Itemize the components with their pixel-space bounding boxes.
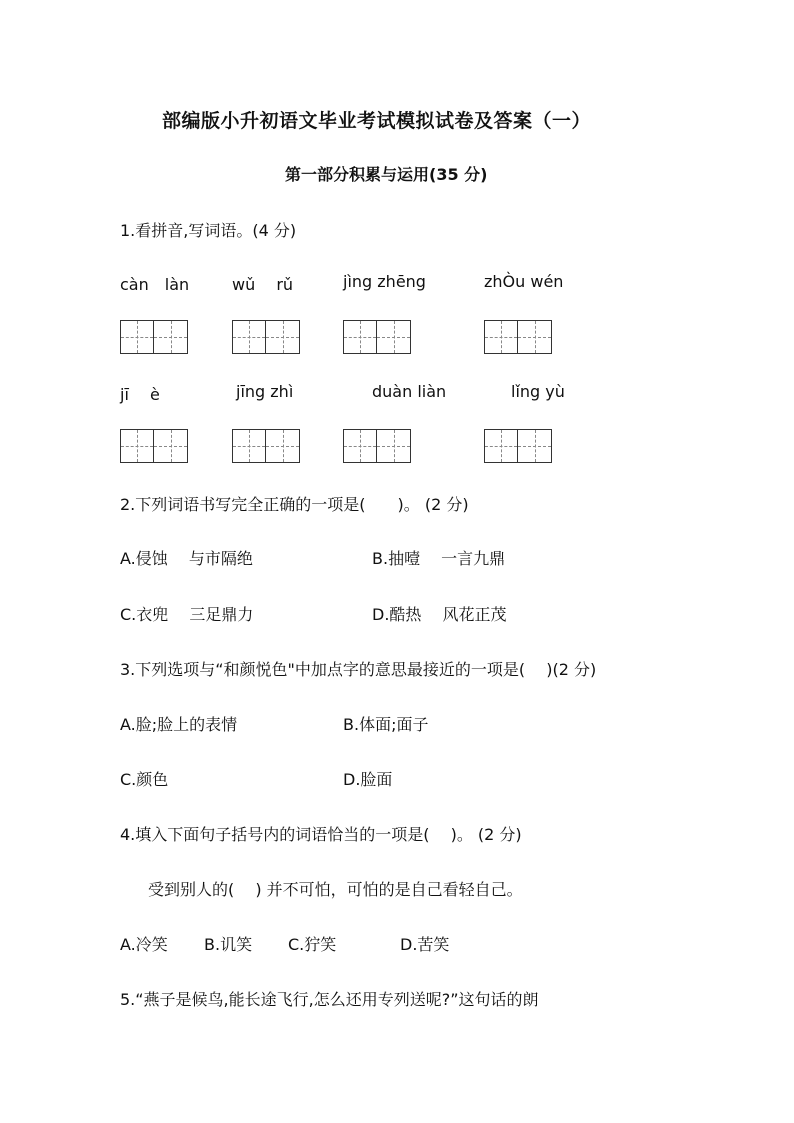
q4-option-c: C.狞笑 xyxy=(288,935,337,954)
question-1-stem: 1.看拼音,写词语。(4 分) xyxy=(120,221,297,240)
section-heading: 第一部分积累与运用(35 分) xyxy=(285,165,488,184)
q4-option-b: B.讥笑 xyxy=(204,935,253,954)
pinyin-2: wǔ rǔ xyxy=(232,275,294,294)
pinyin-7: duàn liàn xyxy=(372,382,447,401)
pinyin-6: jīng zhì xyxy=(236,382,294,401)
writing-grid-2[interactable] xyxy=(232,320,300,354)
q4-option-a: A.冷笑 xyxy=(120,935,168,954)
question-4-sentence: 受到别人的( ) 并不可怕，可怕的是自己看轻自己。 xyxy=(148,880,523,899)
q2-option-c: C.衣兜 三足鼎力 xyxy=(120,605,254,624)
question-5-stem: 5.“燕子是候鸟,能长途飞行,怎么还用专列送呢?”这句话的朗 xyxy=(120,990,539,1009)
writing-grid-7[interactable] xyxy=(343,429,411,463)
pinyin-8: lǐng yù xyxy=(511,382,565,401)
q3-option-c: C.颜色 xyxy=(120,770,169,789)
pinyin-3: jìng zhēng xyxy=(343,272,426,291)
q2-option-b: B.抽噎 一言九鼎 xyxy=(372,549,506,568)
q2-option-d: D.酷热 风花正茂 xyxy=(372,605,507,624)
writing-grid-5[interactable] xyxy=(120,429,188,463)
pinyin-1: càn làn xyxy=(120,275,190,294)
writing-grid-4[interactable] xyxy=(484,320,552,354)
pinyin-5: jī è xyxy=(120,385,160,404)
q3-option-d: D.脸面 xyxy=(343,770,393,789)
q2-option-a: A.侵蚀 与市隔绝 xyxy=(120,549,253,568)
writing-grid-8[interactable] xyxy=(484,429,552,463)
writing-grid-1[interactable] xyxy=(120,320,188,354)
pinyin-4: zhÒu wén xyxy=(484,272,564,291)
q4-option-d: D.苦笑 xyxy=(400,935,450,954)
writing-grid-6[interactable] xyxy=(232,429,300,463)
q3-option-b: B.体面;面子 xyxy=(343,715,429,734)
writing-grid-3[interactable] xyxy=(343,320,411,354)
question-2-stem: 2.下列词语书写完全正确的一项是( )。 (2 分) xyxy=(120,495,469,514)
page-title: 部编版小升初语文毕业考试模拟试卷及答案（一） xyxy=(162,110,592,132)
question-4-stem: 4.填入下面句子括号内的词语恰当的一项是( )。 (2 分) xyxy=(120,825,522,844)
question-3-stem: 3.下列选项与“和颜悦色"中加点字的意思最接近的一项是( )(2 分) xyxy=(120,660,597,679)
q3-option-a: A.脸;脸上的表情 xyxy=(120,715,238,734)
